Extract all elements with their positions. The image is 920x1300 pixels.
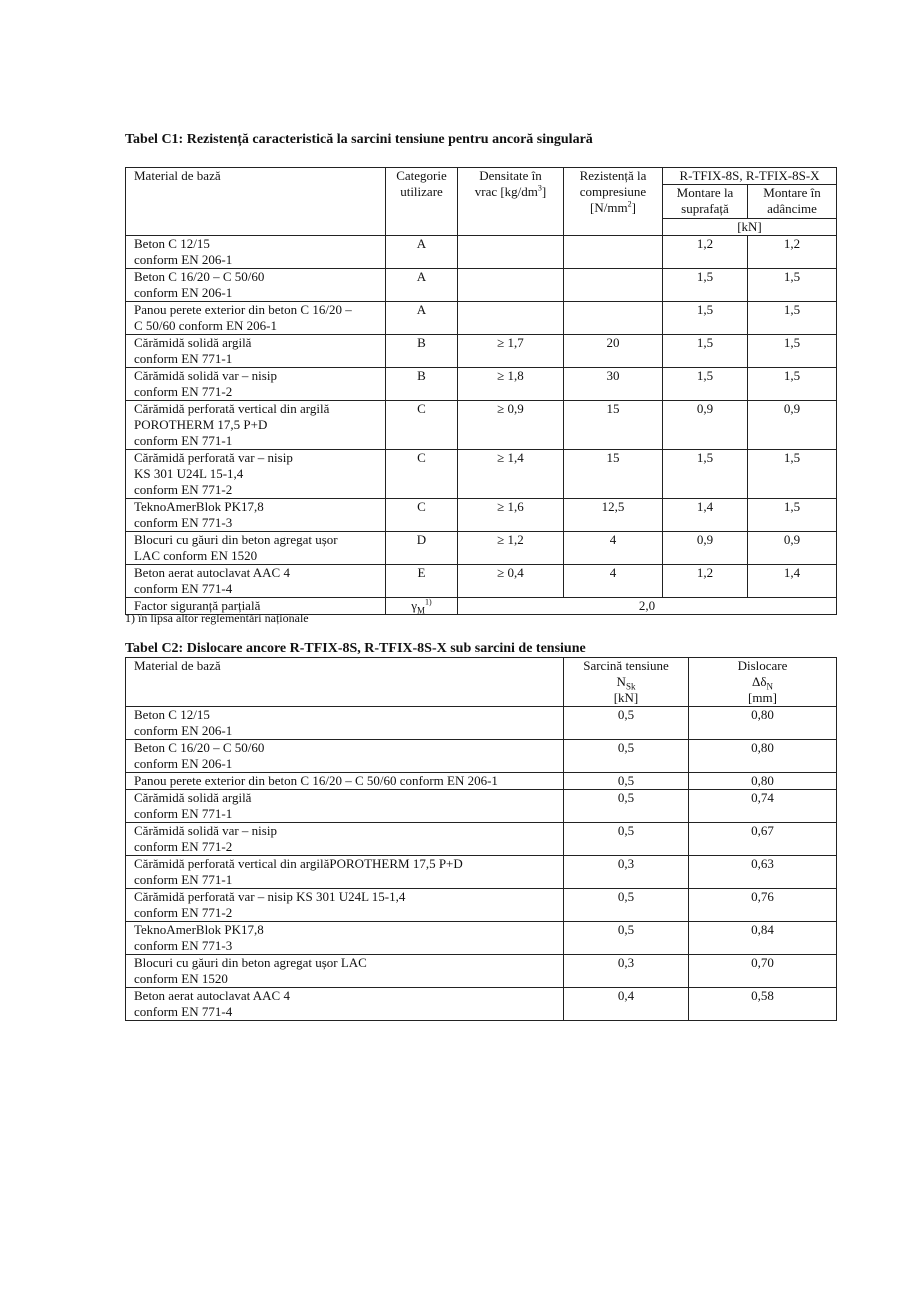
table-row bbox=[126, 790, 837, 823]
table-row bbox=[126, 955, 837, 988]
cell-surface: 0,9 bbox=[663, 532, 748, 565]
header-density: Densitate în vrac $[kg/dm^3]$ bbox=[458, 168, 564, 236]
cell-depth: 1,2 bbox=[748, 236, 837, 269]
cell-load: 0,5 bbox=[564, 922, 689, 955]
cell-category: B bbox=[386, 368, 458, 401]
header-compression: Rezistență la compresiune $[N/mm^2]$ bbox=[564, 168, 663, 236]
cell-material: Cărămidă perforată var – nisip KS 301 U24L 15-1,4 conform EN 771-2 bbox=[126, 889, 564, 922]
table-row bbox=[126, 236, 837, 269]
cell-compression bbox=[564, 302, 663, 335]
safety-label: Factor siguranță parțială bbox=[126, 598, 386, 615]
header-material: Material de bază bbox=[126, 168, 386, 236]
safety-symbol: $\gamma_M^{1)}$ bbox=[386, 598, 458, 615]
cell-material: Blocuri cu găuri din beton agregat ușor LAC conform EN 1520 bbox=[126, 955, 564, 988]
table-row bbox=[126, 740, 837, 773]
cell-density bbox=[458, 236, 564, 269]
cell-material: Beton C 12/15 conform EN 206-1 bbox=[126, 236, 386, 269]
cell-material: Panou perete exterior din beton C 16/20 – C 50/60 conform EN 206-1 bbox=[126, 302, 386, 335]
cell-displacement: 0,80 bbox=[689, 740, 837, 773]
cell-category: A bbox=[386, 269, 458, 302]
cell-material: Cărămidă perforată vertical din argilă POROTHERM 17,5 P+D conform EN 771-1 bbox=[126, 401, 386, 450]
table2 bbox=[125, 657, 837, 1021]
table-row bbox=[126, 450, 837, 499]
cell-material: Beton C 16/20 – C 50/60 conform EN 206-1 bbox=[126, 740, 564, 773]
cell-density: ≥ 1,8 bbox=[458, 368, 564, 401]
cell-load: 0,4 bbox=[564, 988, 689, 1021]
cell-surface: 1,2 bbox=[663, 565, 748, 598]
cell-depth: 1,5 bbox=[748, 335, 837, 368]
cell-depth: 1,5 bbox=[748, 269, 837, 302]
cell-load: 0,5 bbox=[564, 790, 689, 823]
footnote: 1) în lipsa altor reglementări naționale bbox=[125, 611, 309, 625]
cell-density: ≥ 0,4 bbox=[458, 565, 564, 598]
table-row bbox=[126, 532, 837, 565]
cell-load: 0,5 bbox=[564, 740, 689, 773]
cell-density: ≥ 1,7 bbox=[458, 335, 564, 368]
cell-category: C bbox=[386, 401, 458, 450]
table-row bbox=[126, 565, 837, 598]
table-row bbox=[126, 988, 837, 1021]
cell-material: Cărămidă solidă var – nisip conform EN 771-2 bbox=[126, 368, 386, 401]
cell-compression: 4 bbox=[564, 532, 663, 565]
cell-material: Beton C 12/15 conform EN 206-1 bbox=[126, 707, 564, 740]
cell-compression bbox=[564, 236, 663, 269]
cell-material: Cărămidă perforată var – nisip KS 301 U24L 15-1,4 conform EN 771-2 bbox=[126, 450, 386, 499]
cell-depth: 0,9 bbox=[748, 532, 837, 565]
cell-category: C bbox=[386, 450, 458, 499]
cell-material: TeknoAmerBlok PK17,8 conform EN 771-3 bbox=[126, 922, 564, 955]
table-row bbox=[126, 302, 837, 335]
cell-density: ≥ 1,2 bbox=[458, 532, 564, 565]
cell-displacement: 0,74 bbox=[689, 790, 837, 823]
header-load: Sarcină tensiune $N_{Sk}$ [kN] bbox=[564, 658, 689, 707]
table-row bbox=[126, 368, 837, 401]
table-row bbox=[126, 499, 837, 532]
cell-depth: 1,5 bbox=[748, 368, 837, 401]
cell-material: Beton C 16/20 – C 50/60 conform EN 206-1 bbox=[126, 269, 386, 302]
cell-compression: 20 bbox=[564, 335, 663, 368]
cell-compression: 12,5 bbox=[564, 499, 663, 532]
table-row bbox=[126, 889, 837, 922]
header-surface: Montare la suprafață bbox=[663, 185, 748, 219]
cell-displacement: 0,80 bbox=[689, 707, 837, 740]
cell-category: C bbox=[386, 499, 458, 532]
header-unit: [kN] bbox=[663, 219, 837, 236]
cell-category: A bbox=[386, 302, 458, 335]
table-row bbox=[126, 335, 837, 368]
header-material: Material de bază bbox=[126, 658, 564, 707]
cell-category: B bbox=[386, 335, 458, 368]
cell-surface: 1,5 bbox=[663, 335, 748, 368]
cell-category: D bbox=[386, 532, 458, 565]
cell-density: ≥ 0,9 bbox=[458, 401, 564, 450]
cell-material: Blocuri cu găuri din beton agregat ușor LAC conform EN 1520 bbox=[126, 532, 386, 565]
table1-title: Tabel C1: Rezistență caracteristică la sarcini tensiune pentru ancoră singulară bbox=[125, 132, 593, 147]
cell-load: 0,3 bbox=[564, 856, 689, 889]
cell-compression bbox=[564, 269, 663, 302]
cell-load: 0,5 bbox=[564, 823, 689, 856]
cell-surface: 0,9 bbox=[663, 401, 748, 450]
table-row bbox=[126, 773, 837, 790]
cell-depth: 1,5 bbox=[748, 302, 837, 335]
cell-load: 0,5 bbox=[564, 889, 689, 922]
cell-material: Beton aerat autoclavat AAC 4 conform EN 771-4 bbox=[126, 565, 386, 598]
cell-surface: 1,2 bbox=[663, 236, 748, 269]
cell-displacement: 0,67 bbox=[689, 823, 837, 856]
cell-displacement: 0,63 bbox=[689, 856, 837, 889]
cell-displacement: 0,76 bbox=[689, 889, 837, 922]
cell-compression: 4 bbox=[564, 565, 663, 598]
cell-compression: 30 bbox=[564, 368, 663, 401]
cell-material: TeknoAmerBlok PK17,8 conform EN 771-3 bbox=[126, 499, 386, 532]
cell-displacement: 0,70 bbox=[689, 955, 837, 988]
header-depth: Montare în adâncime bbox=[748, 185, 837, 219]
cell-surface: 1,4 bbox=[663, 499, 748, 532]
cell-displacement: 0,84 bbox=[689, 922, 837, 955]
cell-material: Cărămidă solidă argilă conform EN 771-1 bbox=[126, 335, 386, 368]
table1 bbox=[125, 167, 837, 615]
cell-material: Cărămidă solidă var – nisip conform EN 771-2 bbox=[126, 823, 564, 856]
table2-header-row bbox=[126, 658, 837, 707]
table-row bbox=[126, 922, 837, 955]
cell-load: 0,5 bbox=[564, 707, 689, 740]
header-product: R-TFIX-8S, R-TFIX-8S-X bbox=[663, 168, 837, 185]
cell-displacement: 0,58 bbox=[689, 988, 837, 1021]
cell-compression: 15 bbox=[564, 450, 663, 499]
cell-load: 0,3 bbox=[564, 955, 689, 988]
header-displacement: Dislocare $\Delta\delta_N$ [mm] bbox=[689, 658, 837, 707]
cell-density bbox=[458, 302, 564, 335]
cell-depth: 0,9 bbox=[748, 401, 837, 450]
table-row bbox=[126, 823, 837, 856]
cell-surface: 1,5 bbox=[663, 302, 748, 335]
cell-surface: 1,5 bbox=[663, 368, 748, 401]
cell-material: Cărămidă perforată vertical din argilăPOROTHERM 17,5 P+D conform EN 771-1 bbox=[126, 856, 564, 889]
cell-depth: 1,5 bbox=[748, 450, 837, 499]
table1-header-row bbox=[126, 168, 837, 185]
cell-compression: 15 bbox=[564, 401, 663, 450]
cell-depth: 1,4 bbox=[748, 565, 837, 598]
cell-depth: 1,5 bbox=[748, 499, 837, 532]
cell-load: 0,5 bbox=[564, 773, 689, 790]
cell-material: Cărămidă solidă argilă conform EN 771-1 bbox=[126, 790, 564, 823]
cell-density: ≥ 1,4 bbox=[458, 450, 564, 499]
table-row bbox=[126, 269, 837, 302]
cell-category: E bbox=[386, 565, 458, 598]
cell-density: ≥ 1,6 bbox=[458, 499, 564, 532]
table-row bbox=[126, 401, 837, 450]
safety-value: 2,0 bbox=[458, 598, 837, 615]
cell-density bbox=[458, 269, 564, 302]
cell-surface: 1,5 bbox=[663, 269, 748, 302]
table-row bbox=[126, 707, 837, 740]
cell-material: Beton aerat autoclavat AAC 4 conform EN 771-4 bbox=[126, 988, 564, 1021]
cell-displacement: 0,80 bbox=[689, 773, 837, 790]
cell-surface: 1,5 bbox=[663, 450, 748, 499]
table-row bbox=[126, 856, 837, 889]
table2-title: Tabel C2: Dislocare ancore R-TFIX-8S, R-TFIX-8S-X sub sarcini de tensiune bbox=[125, 641, 586, 656]
cell-material: Panou perete exterior din beton C 16/20 – C 50/60 conform EN 206-1 bbox=[126, 773, 564, 790]
cell-category: A bbox=[386, 236, 458, 269]
header-category: Categorie utilizare bbox=[386, 168, 458, 236]
